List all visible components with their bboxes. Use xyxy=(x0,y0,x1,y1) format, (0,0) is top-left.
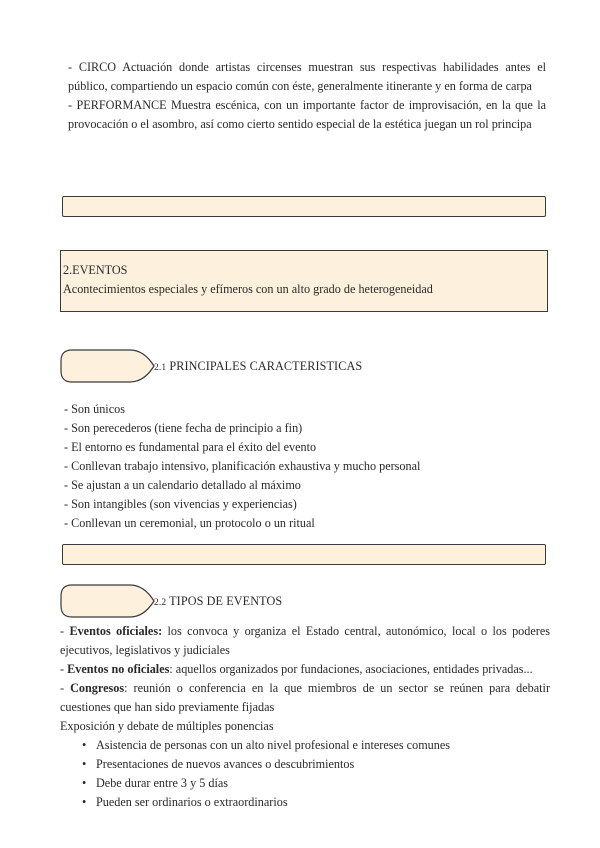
oficiales-paragraph: - Eventos oficiales: los convoca y organiza el Estado central, autonómico, local o los poderes ejecutivos, legislativos y judiciales xyxy=(60,624,550,657)
circo-paragraph: - CIRCO Actuación donde artistas circenses muestran sus respectivas habilidades antes el público, compartiendo un espacio común con éste, generalmente itinerante y en forma de carpa xyxy=(68,60,546,93)
oficiales-text: los convoca y organiza el Estado central, autonómico, local o los poderes ejecutivos, legislativos y judiciales xyxy=(60,624,550,657)
eventos-title: 2.EVENTOS xyxy=(63,263,128,277)
empty-highlight-bar xyxy=(62,544,546,565)
caracteristicas-list xyxy=(64,400,550,533)
list-item: • Asistencia de personas con un alto nivel profesional e intereses comunes xyxy=(82,736,550,755)
congresos-label: Congresos xyxy=(70,681,125,695)
section-title-text: TIPOS DE EVENTOS xyxy=(169,593,283,608)
oficiales-label: Eventos oficiales: xyxy=(69,624,163,638)
caracteristicas-title xyxy=(154,359,362,374)
tipos-heading xyxy=(60,584,282,618)
congresos-bullets xyxy=(60,736,550,812)
list-item: - Son intangibles (son vivencias y experiencias) xyxy=(64,497,297,511)
section-title-text: PRINCIPALES CARACTERISTICAS xyxy=(169,358,363,373)
performance-paragraph: - PERFORMANCE Muestra escénica, con un importante factor de improvisación, en la que la provocación o el asombro, así como cierto sentido especial de la estética juegan un rol principa xyxy=(68,98,546,131)
tab-shape-icon xyxy=(60,584,156,618)
eventos-description: Acontecimientos especiales y efímeros con un alto grado de heterogeneidad xyxy=(63,282,433,296)
list-item: - Son perecederos (tiene fecha de principio a fin) xyxy=(64,421,303,435)
tab-shape-icon xyxy=(60,349,156,383)
no-oficiales-text: : aquellos organizados por fundaciones, asociaciones, entidades privadas... xyxy=(169,662,533,676)
section-number: 2.1 xyxy=(154,362,167,373)
caracteristicas-heading xyxy=(60,349,362,383)
tipos-title xyxy=(154,594,282,609)
eventos-box xyxy=(60,250,548,312)
empty-highlight-bar xyxy=(62,196,546,217)
list-item: • Debe durar entre 3 y 5 días xyxy=(82,774,550,793)
section-number: 2.2 xyxy=(154,597,167,608)
list-item: - Conllevan trabajo intensivo, planificación exhaustiva y mucho personal xyxy=(64,459,421,473)
list-item: - El entorno es fundamental para el éxito del evento xyxy=(64,440,317,454)
list-item: - Conllevan un ceremonial, un protocolo o un ritual xyxy=(64,516,315,530)
congresos-paragraph: - Congresos: reunión o conferencia en la que miembros de un sector se reúnen para debatir cuestiones que han sido previamente fijadas xyxy=(60,681,550,714)
congresos-text: : reunión o conferencia en la que miembros de un sector se reúnen para debatir cuestiones que han sido previamente fijadas xyxy=(60,681,550,714)
tipos-section xyxy=(60,622,550,812)
list-item: • Presentaciones de nuevos avances o descubrimientos xyxy=(82,755,550,774)
no-oficiales-label: Eventos no oficiales xyxy=(67,662,170,676)
list-item: - Son únicos xyxy=(64,402,125,416)
list-item: - Se ajustan a un calendario detallado al máximo xyxy=(64,478,301,492)
list-item: • Pueden ser ordinarios o extraordinarios xyxy=(82,793,550,812)
exposicion-line: Exposición y debate de múltiples ponencias xyxy=(60,719,274,733)
no-oficiales-paragraph: - Eventos no oficiales: aquellos organizados por fundaciones, asociaciones, entidades privadas... xyxy=(60,662,533,676)
intro-section xyxy=(68,58,546,134)
